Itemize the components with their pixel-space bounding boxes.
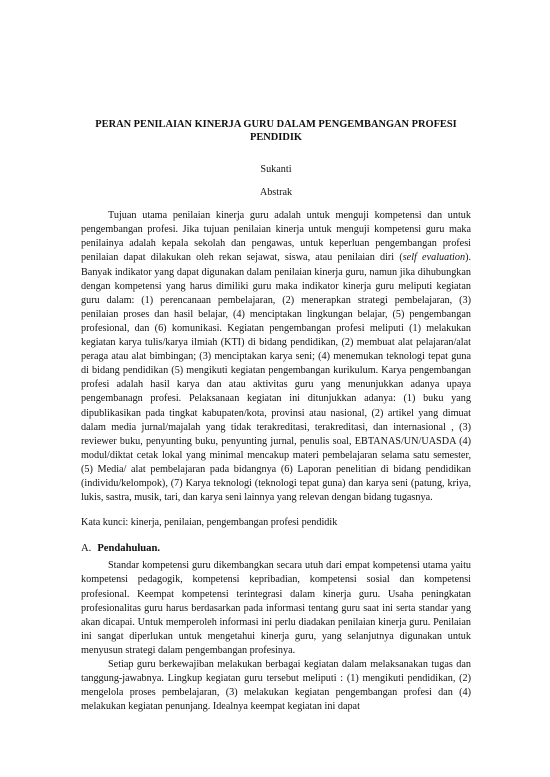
abstract-text [81, 209, 471, 505]
author-name: Sukanti [260, 164, 292, 175]
body-paragraph-2: Setiap guru berkewajiban melakukan berbagai kegiatan dalam melaksanakan tugas dan tanggung-jawabnya. Lingkup kegiatan guru tersebut meliputi : (1) mengikuti pendidikan, (2) mengelola proses pembelajaran, (3) melakukan kegiatan pengembangan profesi dan (4) melakukan kegiatan penunjang. Idealnya keempat kegiatan ini dapat [81, 659, 471, 713]
section-heading [81, 542, 471, 556]
keywords: Kata kunci: kinerja, penilaian, pengembangan profesi pendidik [81, 517, 338, 529]
abstract-heading: Abstrak [259, 187, 293, 199]
section-title: Pendahuluan. [97, 543, 161, 555]
abstract-part-1: Tujuan utama penilaian kinerja guru adalah untuk menguji kompetensi dan untuk pengembangan profesi. Jika tujuan penilaian kinerja untuk menguji kompetensi guru maka penilainya adalah kepala sekolah dan pengawas, untuk keperluan pengembangan profesi penilaian dapat dilakukan oleh rekan sejawat, siswa, atau penilaian diri ( [81, 210, 471, 264]
abstract-part-2: ). Banyak indikator yang dapat digunakan dalam penilaian kinerja guru, namun jika dihubungkan dengan kompetensi yang harus dimiliki guru maka indikator kinerja guru meliputi kegiatan guru dalam: (1) perencanaan pembelajaran, (2) menerapkan strategi pembelajaran, (3) penilaian proses dan hasil belajar, (4) menciptakan lingkungan belajar, (5) pengembangan profesional, dan (6) komunikasi. Kegiatan pengembangan profesi meliputi (1) melakukan kegiatan karya tulis/karya ilmiah (KTI) di bidang pendidikan, (2) membuat alat pelajaran/alat peraga atau alat bimbingan; (3) menciptakan karya seni; (4) menemukan teknologi tepat guna di bidang pendidikan (5) mengikuti kegiatan pengembangan kurikulum. Karya pengembangan profesi adalah hasil karya dan atau aktivitas guru yang menunjukkan adanya upaya pengembanagn profesi. Pelaksanaan kegiatan ini ditunjukkan adanya: (1) buku yang dipublikasikan pada tingkat kabupaten/kota, provinsi atau nasional, (2) artikel yang dimuat dalam media jurnal/majalah yang tidak terakreditasi, terakreditasi, dan internasional , (3) reviewer buku, penyunting buku, penyunting jurnal, penulis soal, EBTANAS/UN/UASDA (4) modul/diktat cetak lokal yang minimal mencakup materi pembelajaran selama satu semester, (5) Media/ alat pembelajaran pada bidangnya (6) Laporan penelitian di bidang pendidikan (individu/kelompok), (7) Karya teknologi (teknologi tepat guna) dan karya seni (patung, kriya, lukis, sastra, musik, tari, dan karya seni lainnya yang relevan dengan bidang tugasnya. [81, 252, 472, 504]
abstract-italic-term: self evaluation [402, 252, 466, 264]
section-number: A. [81, 543, 92, 555]
paper-body [81, 118, 471, 714]
paper-title: PERAN PENILAIAN KINERJA GURU DALAM PENGEMBANGAN PROFESI PENDIDIK [95, 119, 457, 143]
body-paragraph-1: Standar kompetensi guru dikembangkan secara utuh dari empat kompetensi utama yaitu kompetensi pedagogik, kompetensi kepribadian, kompetensi sosial dan kompetensi profesional. Keempat kompetensi terintegrasi dalam kinerja guru. Usaha peningkatan profesionalitas guru harus berdasarkan pada informasi tentang guru saat ini serta standar yang akan dicapai. Untuk memperoleh informasi ini perlu diadakan penilaian kinerja guru. Penilaian ini sangat diperlukan untuk mengetahui kinerja guru, yang selanjutnya digunakan untuk menyusun strategi dalam pengembangan profesinya. [81, 560, 471, 656]
